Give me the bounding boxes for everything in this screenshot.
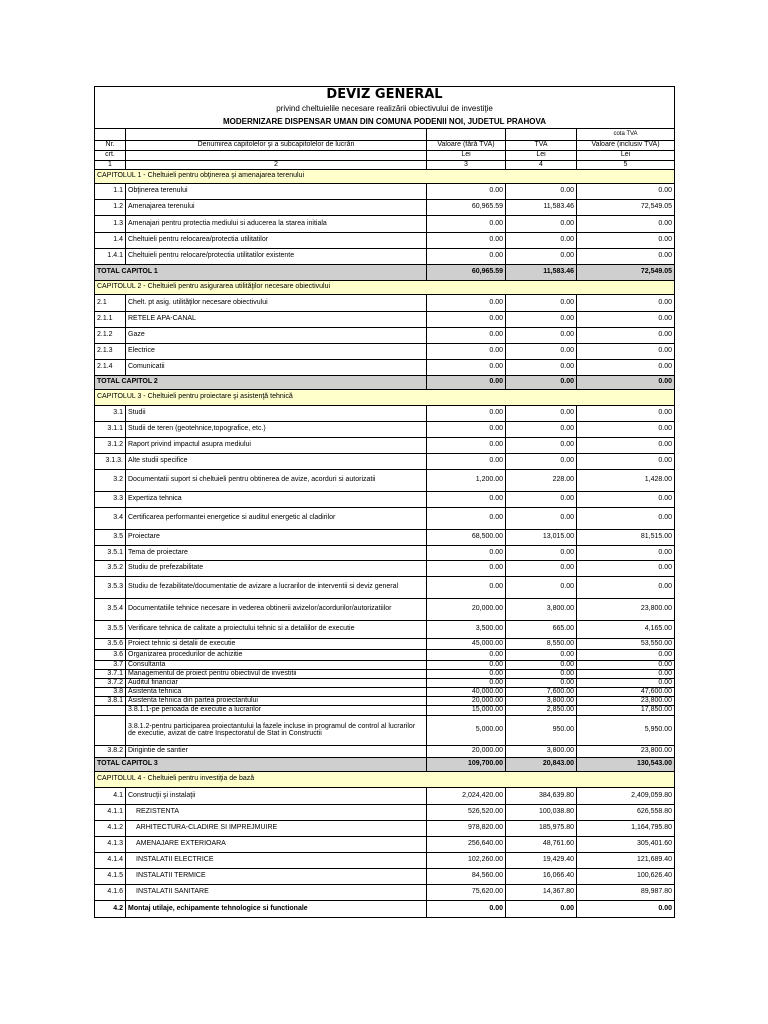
row-description: Cheltuieli pentru relocarea/protectia utilitatilor [126, 232, 427, 248]
value-with-vat: 2,409,059.80 [577, 787, 675, 804]
value-without-vat: 0.00 [427, 421, 506, 437]
value-with-vat: 0.00 [577, 437, 675, 453]
value-with-vat: 130,543.00 [577, 757, 675, 771]
table-row [95, 183, 675, 199]
chapter-total-row [95, 264, 675, 280]
value-with-vat: 0.00 [577, 294, 675, 311]
row-description: 3.8.1.2-pentru participarea proiectantului la fazele incluse in programul de control al lucrarilor de executie, avizat de catre Inspectoratul de Stat in Constructii [126, 715, 427, 745]
cota-row [95, 129, 675, 140]
row-description: AMENAJARE EXTERIOARA [126, 836, 427, 852]
value-with-vat: 17,850.00 [577, 705, 675, 715]
value-with-vat: 0.00 [577, 453, 675, 469]
value-without-vat: 3,500.00 [427, 620, 506, 638]
value-without-vat: 978,820.00 [427, 820, 506, 836]
row-description: Raport privind impactul asupra mediului [126, 437, 427, 453]
value-without-vat: 0.00 [427, 327, 506, 343]
vat-value: 0.00 [506, 437, 577, 453]
row-description: Expertiza tehnica [126, 491, 427, 507]
unit-lei: Lei [577, 150, 675, 160]
table-row [95, 405, 675, 421]
row-description: Organizarea procedurilor de achizitie [126, 649, 427, 660]
table-row [95, 232, 675, 248]
value-with-vat: 0.00 [577, 421, 675, 437]
vat-value: 20,843.00 [506, 757, 577, 771]
value-with-vat: 0.00 [577, 248, 675, 264]
table-row [95, 715, 675, 745]
value-without-vat: 0.00 [427, 375, 506, 389]
vat-value: 0.00 [506, 294, 577, 311]
row-number: 1.4.1 [95, 248, 126, 264]
table-row [95, 649, 675, 660]
table-row [95, 421, 675, 437]
total-label: TOTAL CAPITOL 2 [95, 375, 427, 389]
table-row [95, 199, 675, 215]
value-without-vat: 68,500.00 [427, 529, 506, 545]
row-number: 4.1 [95, 787, 126, 804]
crt-header: crt. [95, 150, 126, 160]
vat-value: 0.00 [506, 421, 577, 437]
row-description: Verificare tehnica de calitate a proiectului tehnic si a detaliilor de executie [126, 620, 427, 638]
vat-value: 0.00 [506, 405, 577, 421]
table-row [95, 529, 675, 545]
table-row [95, 469, 675, 491]
row-description: Proiect tehnic si detalii de executie [126, 638, 427, 649]
column-number-row [95, 160, 675, 169]
table-row [95, 804, 675, 820]
vat-value: 0.00 [506, 576, 577, 598]
value-without-vat: 45,000.00 [427, 638, 506, 649]
value-with-vat: 53,550.00 [577, 638, 675, 649]
value-without-vat: 102,260.00 [427, 852, 506, 868]
row-description: Comunicatii [126, 359, 427, 375]
row-number: 2.1.3 [95, 343, 126, 359]
value-with-vat: 0.00 [577, 660, 675, 669]
value-without-vat: 0.00 [427, 343, 506, 359]
row-description: Amenajari pentru protectia mediului si aducerea la starea initiala [126, 215, 427, 232]
table-row [95, 678, 675, 687]
table-row [95, 705, 675, 715]
vat-value: 11,583.46 [506, 199, 577, 215]
row-description: Managementul de proiect pentru obiectivul de investitii [126, 669, 427, 678]
table-row [95, 696, 675, 705]
vat-value: 0.00 [506, 183, 577, 199]
column-header-row [95, 140, 675, 150]
row-number: 3.2 [95, 469, 126, 491]
vat-value: 0.00 [506, 678, 577, 687]
vat-value: 0.00 [506, 560, 577, 576]
denumire-header: Denumirea capitolelor şi a subcapitolelor de lucrări [126, 140, 427, 150]
value-without-vat: 40,000.00 [427, 687, 506, 696]
row-description: INSTALATII ELECTRICE [126, 852, 427, 868]
vat-value: 0.00 [506, 311, 577, 327]
table-row [95, 852, 675, 868]
value-with-vat: 72,549.05 [577, 264, 675, 280]
value-with-vat: 0.00 [577, 491, 675, 507]
row-number: 3.1.1 [95, 421, 126, 437]
value-without-vat: 0.00 [427, 232, 506, 248]
row-description: Documentatiile tehnice necesare in vederea obtinerii avizelor/acordurilor/autorizatiilor [126, 598, 427, 620]
table-row [95, 638, 675, 649]
table-row [95, 836, 675, 852]
row-description: RETELE APA-CANAL [126, 311, 427, 327]
column-number: 2 [126, 160, 427, 169]
chapter-row [95, 389, 675, 405]
vat-value: 7,600.00 [506, 687, 577, 696]
vat-value: 950.00 [506, 715, 577, 745]
table-row [95, 215, 675, 232]
table-row [95, 453, 675, 469]
value-without-vat: 0.00 [427, 294, 506, 311]
row-number: 4.1.2 [95, 820, 126, 836]
row-number: 3.4 [95, 507, 126, 529]
vat-value: 48,761.60 [506, 836, 577, 852]
value-with-vat: 0.00 [577, 560, 675, 576]
row-number: 1.2 [95, 199, 126, 215]
value-without-vat: 1,200.00 [427, 469, 506, 491]
chapter-title: CAPITOLUL 3 - Cheltuieli pentru proiectare şi asistenţă tehnică [95, 389, 675, 405]
row-description: Studiu de fezabilitate/documentatie de avizare a lucrarilor de interventii si deviz general [126, 576, 427, 598]
vat-value: 0.00 [506, 232, 577, 248]
row-description: Alte studii specifice [126, 453, 427, 469]
table-row [95, 327, 675, 343]
vat-value: 19,429.40 [506, 852, 577, 868]
value-without-vat: 2,024,420.00 [427, 787, 506, 804]
value-with-vat: 0.00 [577, 900, 675, 917]
table-row [95, 820, 675, 836]
row-number: 1.1 [95, 183, 126, 199]
value-without-vat: 0.00 [427, 311, 506, 327]
value-without-vat: 0.00 [427, 560, 506, 576]
value-without-vat: 0.00 [427, 491, 506, 507]
value-without-vat: 60,965.59 [427, 264, 506, 280]
value-with-vat: 305,401.60 [577, 836, 675, 852]
vat-value: 2,850.00 [506, 705, 577, 715]
value-without-vat: 0.00 [427, 576, 506, 598]
row-number: 3.5.2 [95, 560, 126, 576]
table-row [95, 507, 675, 529]
row-number: 1.3 [95, 215, 126, 232]
value-with-vat: 0.00 [577, 507, 675, 529]
row-number: 3.7.2 [95, 678, 126, 687]
table-row [95, 745, 675, 757]
value-with-vat: 47,600.00 [577, 687, 675, 696]
vat-value: 0.00 [506, 453, 577, 469]
value-without-vat: 0.00 [427, 183, 506, 199]
value-without-vat: 0.00 [427, 649, 506, 660]
row-description: Chelt. pt asig. utilităţilor necesare obiectivului [126, 294, 427, 311]
project-name: MODERNIZARE DISPENSAR UMAN DIN COMUNA PODENII NOI, JUDETUL PRAHOVA [95, 115, 675, 129]
value-with-vat: 4,165.00 [577, 620, 675, 638]
vat-value: 185,975.80 [506, 820, 577, 836]
row-number: 3.1.2 [95, 437, 126, 453]
vat-value: 0.00 [506, 215, 577, 232]
table-row [95, 620, 675, 638]
value-with-vat: 23,800.00 [577, 696, 675, 705]
vat-value: 228.00 [506, 469, 577, 491]
value-without-vat: 0.00 [427, 248, 506, 264]
value-without-vat: 20,000.00 [427, 696, 506, 705]
deviz-table [95, 129, 675, 918]
nr-header: Nr. [95, 140, 126, 150]
row-description: REZISTENTA [126, 804, 427, 820]
value-with-vat: 5,950.00 [577, 715, 675, 745]
row-number: 3.8 [95, 687, 126, 696]
column-number: 4 [506, 160, 577, 169]
value-without-vat: 0.00 [427, 678, 506, 687]
vat-value: 0.00 [506, 359, 577, 375]
row-number: 4.1.3 [95, 836, 126, 852]
table-row [95, 787, 675, 804]
chapter-title: CAPITOLUL 2 - Cheltuieli pentru asigurarea utilităţilor necesare obiectivului [95, 280, 675, 294]
row-number [95, 705, 126, 715]
vat-value: 14,367.80 [506, 884, 577, 900]
chapter-title: CAPITOLUL 4 - Cheltuieli pentru investiţia de bază [95, 771, 675, 787]
unit-lei: Lei [427, 150, 506, 160]
table-row [95, 437, 675, 453]
row-number: 3.7 [95, 660, 126, 669]
deviz-sheet [94, 86, 675, 918]
row-number: 4.1.1 [95, 804, 126, 820]
row-number: 3.5 [95, 529, 126, 545]
vat-value: 0.00 [506, 491, 577, 507]
value-with-vat: 23,800.00 [577, 598, 675, 620]
vat-value: 100,038.80 [506, 804, 577, 820]
vat-value: 0.00 [506, 669, 577, 678]
document-title: DEVIZ GENERAL [95, 87, 675, 103]
column-number: 1 [95, 160, 126, 169]
row-number: 3.1 [95, 405, 126, 421]
value-without-vat: 75,620.00 [427, 884, 506, 900]
table-row [95, 311, 675, 327]
value-with-vat: 0.00 [577, 343, 675, 359]
valoare-inclusiv-tva-header: Valoare (inclusiv TVA) [577, 140, 675, 150]
total-label: TOTAL CAPITOL 1 [95, 264, 427, 280]
row-number: 2.1 [95, 294, 126, 311]
row-number: 3.8.2 [95, 745, 126, 757]
total-label: TOTAL CAPITOL 3 [95, 757, 427, 771]
value-without-vat: 109,700.00 [427, 757, 506, 771]
vat-value: 8,550.00 [506, 638, 577, 649]
value-without-vat: 0.00 [427, 437, 506, 453]
value-with-vat: 0.00 [577, 545, 675, 560]
table-row [95, 660, 675, 669]
row-description: Studiu de prefezabilitate [126, 560, 427, 576]
table-row [95, 560, 675, 576]
table-row [95, 669, 675, 678]
table-row [95, 545, 675, 560]
row-description: Proiectare [126, 529, 427, 545]
value-without-vat: 0.00 [427, 453, 506, 469]
row-description: Consultanta [126, 660, 427, 669]
chapter-row [95, 169, 675, 183]
column-number: 3 [427, 160, 506, 169]
value-without-vat: 0.00 [427, 359, 506, 375]
value-with-vat: 23,800.00 [577, 745, 675, 757]
row-number: 3.5.6 [95, 638, 126, 649]
value-without-vat: 0.00 [427, 405, 506, 421]
table-row [95, 248, 675, 264]
document-subtitle: privind cheltuielile necesare realizării obiectivului de investiţie [95, 103, 675, 115]
table-row [95, 868, 675, 884]
vat-value: 11,583.46 [506, 264, 577, 280]
value-with-vat: 0.00 [577, 215, 675, 232]
value-with-vat: 0.00 [577, 327, 675, 343]
value-with-vat: 0.00 [577, 359, 675, 375]
value-with-vat: 0.00 [577, 311, 675, 327]
value-without-vat: 60,965.59 [427, 199, 506, 215]
value-without-vat: 84,560.00 [427, 868, 506, 884]
row-description: Cheltuieli pentru relocare/protectia utilitatilor existente [126, 248, 427, 264]
value-with-vat: 626,558.80 [577, 804, 675, 820]
row-number: 2.1.2 [95, 327, 126, 343]
value-with-vat: 0.00 [577, 232, 675, 248]
value-without-vat: 0.00 [427, 215, 506, 232]
vat-value: 0.00 [506, 343, 577, 359]
vat-value: 0.00 [506, 248, 577, 264]
value-with-vat: 0.00 [577, 576, 675, 598]
row-description: 3.8.1.1-pe perioada de executie a lucrarilor [126, 705, 427, 715]
row-number: 4.1.5 [95, 868, 126, 884]
vat-value: 0.00 [506, 327, 577, 343]
row-number: 3.5.3 [95, 576, 126, 598]
value-with-vat: 1,164,795.80 [577, 820, 675, 836]
row-description: INSTALATII TERMICE [126, 868, 427, 884]
table-row [95, 294, 675, 311]
unit-row [95, 150, 675, 160]
value-with-vat: 100,626.40 [577, 868, 675, 884]
vat-value: 3,800.00 [506, 598, 577, 620]
row-description: ARHITECTURA-CLADIRE SI IMPREJMUIRE [126, 820, 427, 836]
cota-tva-label: cota TVA [577, 129, 675, 140]
table-row [95, 491, 675, 507]
row-number [95, 715, 126, 745]
value-with-vat: 1,428.00 [577, 469, 675, 491]
row-number: 1.4 [95, 232, 126, 248]
row-number: 3.5.1 [95, 545, 126, 560]
value-without-vat: 0.00 [427, 507, 506, 529]
value-with-vat: 0.00 [577, 678, 675, 687]
row-description: Amenajarea terenului [126, 199, 427, 215]
table-row [95, 598, 675, 620]
table-row [95, 687, 675, 696]
value-without-vat: 0.00 [427, 660, 506, 669]
value-without-vat: 15,000.00 [427, 705, 506, 715]
row-description: Studii [126, 405, 427, 421]
vat-value: 0.00 [506, 900, 577, 917]
vat-value: 16,066.40 [506, 868, 577, 884]
vat-value: 3,800.00 [506, 745, 577, 757]
value-with-vat: 0.00 [577, 375, 675, 389]
row-description: Tema de proiectare [126, 545, 427, 560]
vat-value: 0.00 [506, 545, 577, 560]
value-without-vat: 0.00 [427, 545, 506, 560]
value-with-vat: 0.00 [577, 649, 675, 660]
row-description: INSTALATII SANITARE [126, 884, 427, 900]
row-number: 2.1.1 [95, 311, 126, 327]
row-description: Gaze [126, 327, 427, 343]
row-number: 3.1.3. [95, 453, 126, 469]
value-without-vat: 526,520.00 [427, 804, 506, 820]
table-row [95, 343, 675, 359]
value-with-vat: 0.00 [577, 669, 675, 678]
row-number: 3.5.5 [95, 620, 126, 638]
row-number: 4.1.4 [95, 852, 126, 868]
value-without-vat: 20,000.00 [427, 598, 506, 620]
table-row [95, 900, 675, 917]
row-description: Obţinerea terenului [126, 183, 427, 199]
vat-value: 384,639.80 [506, 787, 577, 804]
vat-value: 0.00 [506, 375, 577, 389]
table-row [95, 576, 675, 598]
row-description: Asistenta tehnica [126, 687, 427, 696]
row-number: 3.6 [95, 649, 126, 660]
chapter-total-row [95, 375, 675, 389]
row-description: Certificarea performantei energetice si auditul energetic al cladirilor [126, 507, 427, 529]
row-description: Documentatii suport si cheltuieli pentru obtinerea de avize, acorduri si autorizatii [126, 469, 427, 491]
chapter-total-row [95, 757, 675, 771]
row-description: Electrice [126, 343, 427, 359]
row-number: 4.2 [95, 900, 126, 917]
chapter-title: CAPITOLUL 1 - Cheltuieli pentru obţinerea şi amenajarea terenului [95, 169, 675, 183]
row-number: 3.5.4 [95, 598, 126, 620]
vat-value: 3,800.00 [506, 696, 577, 705]
row-description: Studii de teren (geotehnice,topografice, etc.) [126, 421, 427, 437]
row-number: 3.8.1 [95, 696, 126, 705]
vat-value: 0.00 [506, 507, 577, 529]
row-description: Montaj utilaje, echipamente tehnologice si functionale [126, 900, 427, 917]
column-number: 5 [577, 160, 675, 169]
row-description: Construcţii şi instalaţii [126, 787, 427, 804]
chapter-row [95, 280, 675, 294]
table-row [95, 359, 675, 375]
row-number: 2.1.4 [95, 359, 126, 375]
vat-value: 665.00 [506, 620, 577, 638]
row-number: 4.1.6 [95, 884, 126, 900]
value-without-vat: 0.00 [427, 900, 506, 917]
value-with-vat: 0.00 [577, 405, 675, 421]
row-description: Asistenta tehnica din partea proiectantului [126, 696, 427, 705]
row-description: Dirigintie de santier [126, 745, 427, 757]
vat-value: 0.00 [506, 649, 577, 660]
value-with-vat: 81,515.00 [577, 529, 675, 545]
value-without-vat: 256,640.00 [427, 836, 506, 852]
value-without-vat: 0.00 [427, 669, 506, 678]
chapter-row [95, 771, 675, 787]
valoare-fara-tva-header: Valoare (fără TVA) [427, 140, 506, 150]
value-with-vat: 72,549.05 [577, 199, 675, 215]
unit-lei: Lei [506, 150, 577, 160]
row-description: Auditul financiar [126, 678, 427, 687]
row-number: 3.3 [95, 491, 126, 507]
value-without-vat: 5,000.00 [427, 715, 506, 745]
value-with-vat: 0.00 [577, 183, 675, 199]
row-number: 3.7.1 [95, 669, 126, 678]
value-with-vat: 121,689.40 [577, 852, 675, 868]
value-with-vat: 89,987.80 [577, 884, 675, 900]
vat-value: 13,015.00 [506, 529, 577, 545]
vat-value: 0.00 [506, 660, 577, 669]
table-row [95, 884, 675, 900]
tva-header: TVA [506, 140, 577, 150]
value-without-vat: 20,000.00 [427, 745, 506, 757]
